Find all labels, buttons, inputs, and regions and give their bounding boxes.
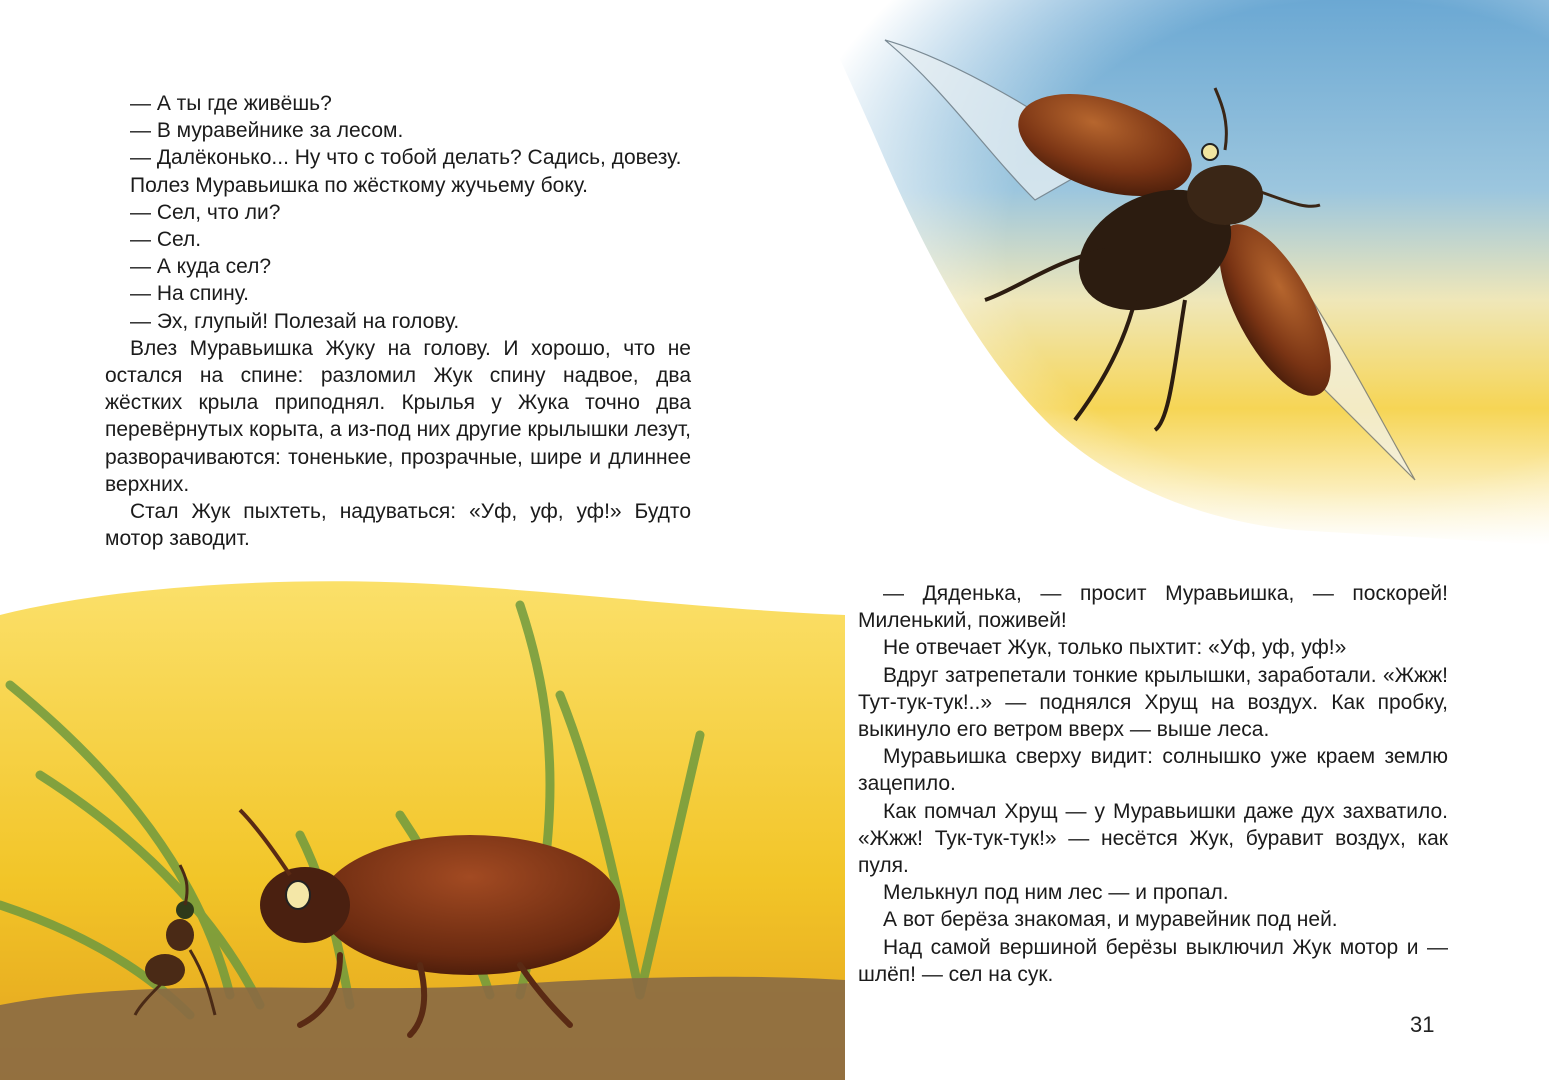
paragraph: Вдруг затрепетали тонкие крылышки, заработали. «Жжж! Тут-тук-тук!..» — поднялся Хрущ на воздух. Как пробку, выкинуло его ветром вверх — выше леса. xyxy=(858,663,1448,742)
paragraph: Мелькнул под ним лес — и пропал. xyxy=(883,881,1229,905)
paragraph: — Далёконько... Ну что с тобой делать? Садись, довезу. xyxy=(130,146,682,170)
text-line: — А куда сел? xyxy=(130,255,272,279)
right-page-text xyxy=(858,580,1448,988)
text-line: — В муравейнике за лесом. xyxy=(130,119,404,143)
flying-beetle-illustration xyxy=(775,0,1549,545)
text-line: — Сел. xyxy=(130,228,202,252)
paragraph: Муравьишка сверху видит: солнышко уже краем землю зацепило. xyxy=(858,745,1448,796)
paragraph: — Дяденька, — просит Муравьишка, — поскорей! Миленький, поживей! xyxy=(858,582,1448,633)
left-page-text xyxy=(105,90,691,552)
paragraph: Над самой вершиной берёзы выключил Жук мотор и — шлёп! — сел на сук. xyxy=(858,935,1448,986)
beetle-eye xyxy=(1202,144,1218,160)
ground-beetle-body xyxy=(320,835,620,975)
paragraph: Влез Муравьишка Жуку на голову. И хорошо, что не остался на спине: разломил Жук спину надвое, два жёстких крыла приподнял. Крылья у Жука точно два перевёрнутых корыта, а из-под них другие крылышки лезут, разворачиваются: тоненькие, прозрачные, шире и длиннее верхних. xyxy=(105,336,691,496)
beetle-thorax xyxy=(1187,165,1263,225)
paragraph: Не отвечает Жук, только пыхтит: «Уф, уф, уф!» xyxy=(883,636,1347,660)
page-number: 31 xyxy=(1410,1012,1435,1037)
text-line: — А ты где живёшь? xyxy=(130,92,332,115)
paragraph: А вот берёза знакомая, и муравейник под ней. xyxy=(883,908,1338,932)
paragraph: Как помчал Хрущ — у Муравьишки даже дух захватило. «Жжж! Тук-тук-тук!» — несётся Жук, буравит воздух, как пуля. xyxy=(858,799,1448,878)
text-line: — На спину. xyxy=(130,282,249,306)
beetle-and-ant-illustration xyxy=(0,575,845,1080)
paragraph: Стал Жук пыхтеть, надуваться: «Уф, уф, уф!» Будто мотор заводит. xyxy=(105,500,691,551)
text-line: — Сел, что ли? xyxy=(130,200,281,224)
paragraph: Полез Муравьишка по жёсткому жучьему боку. xyxy=(130,173,588,197)
ground-beetle-eye xyxy=(286,881,310,909)
text-line: — Эх, глупый! Полезай на голову. xyxy=(130,309,460,333)
